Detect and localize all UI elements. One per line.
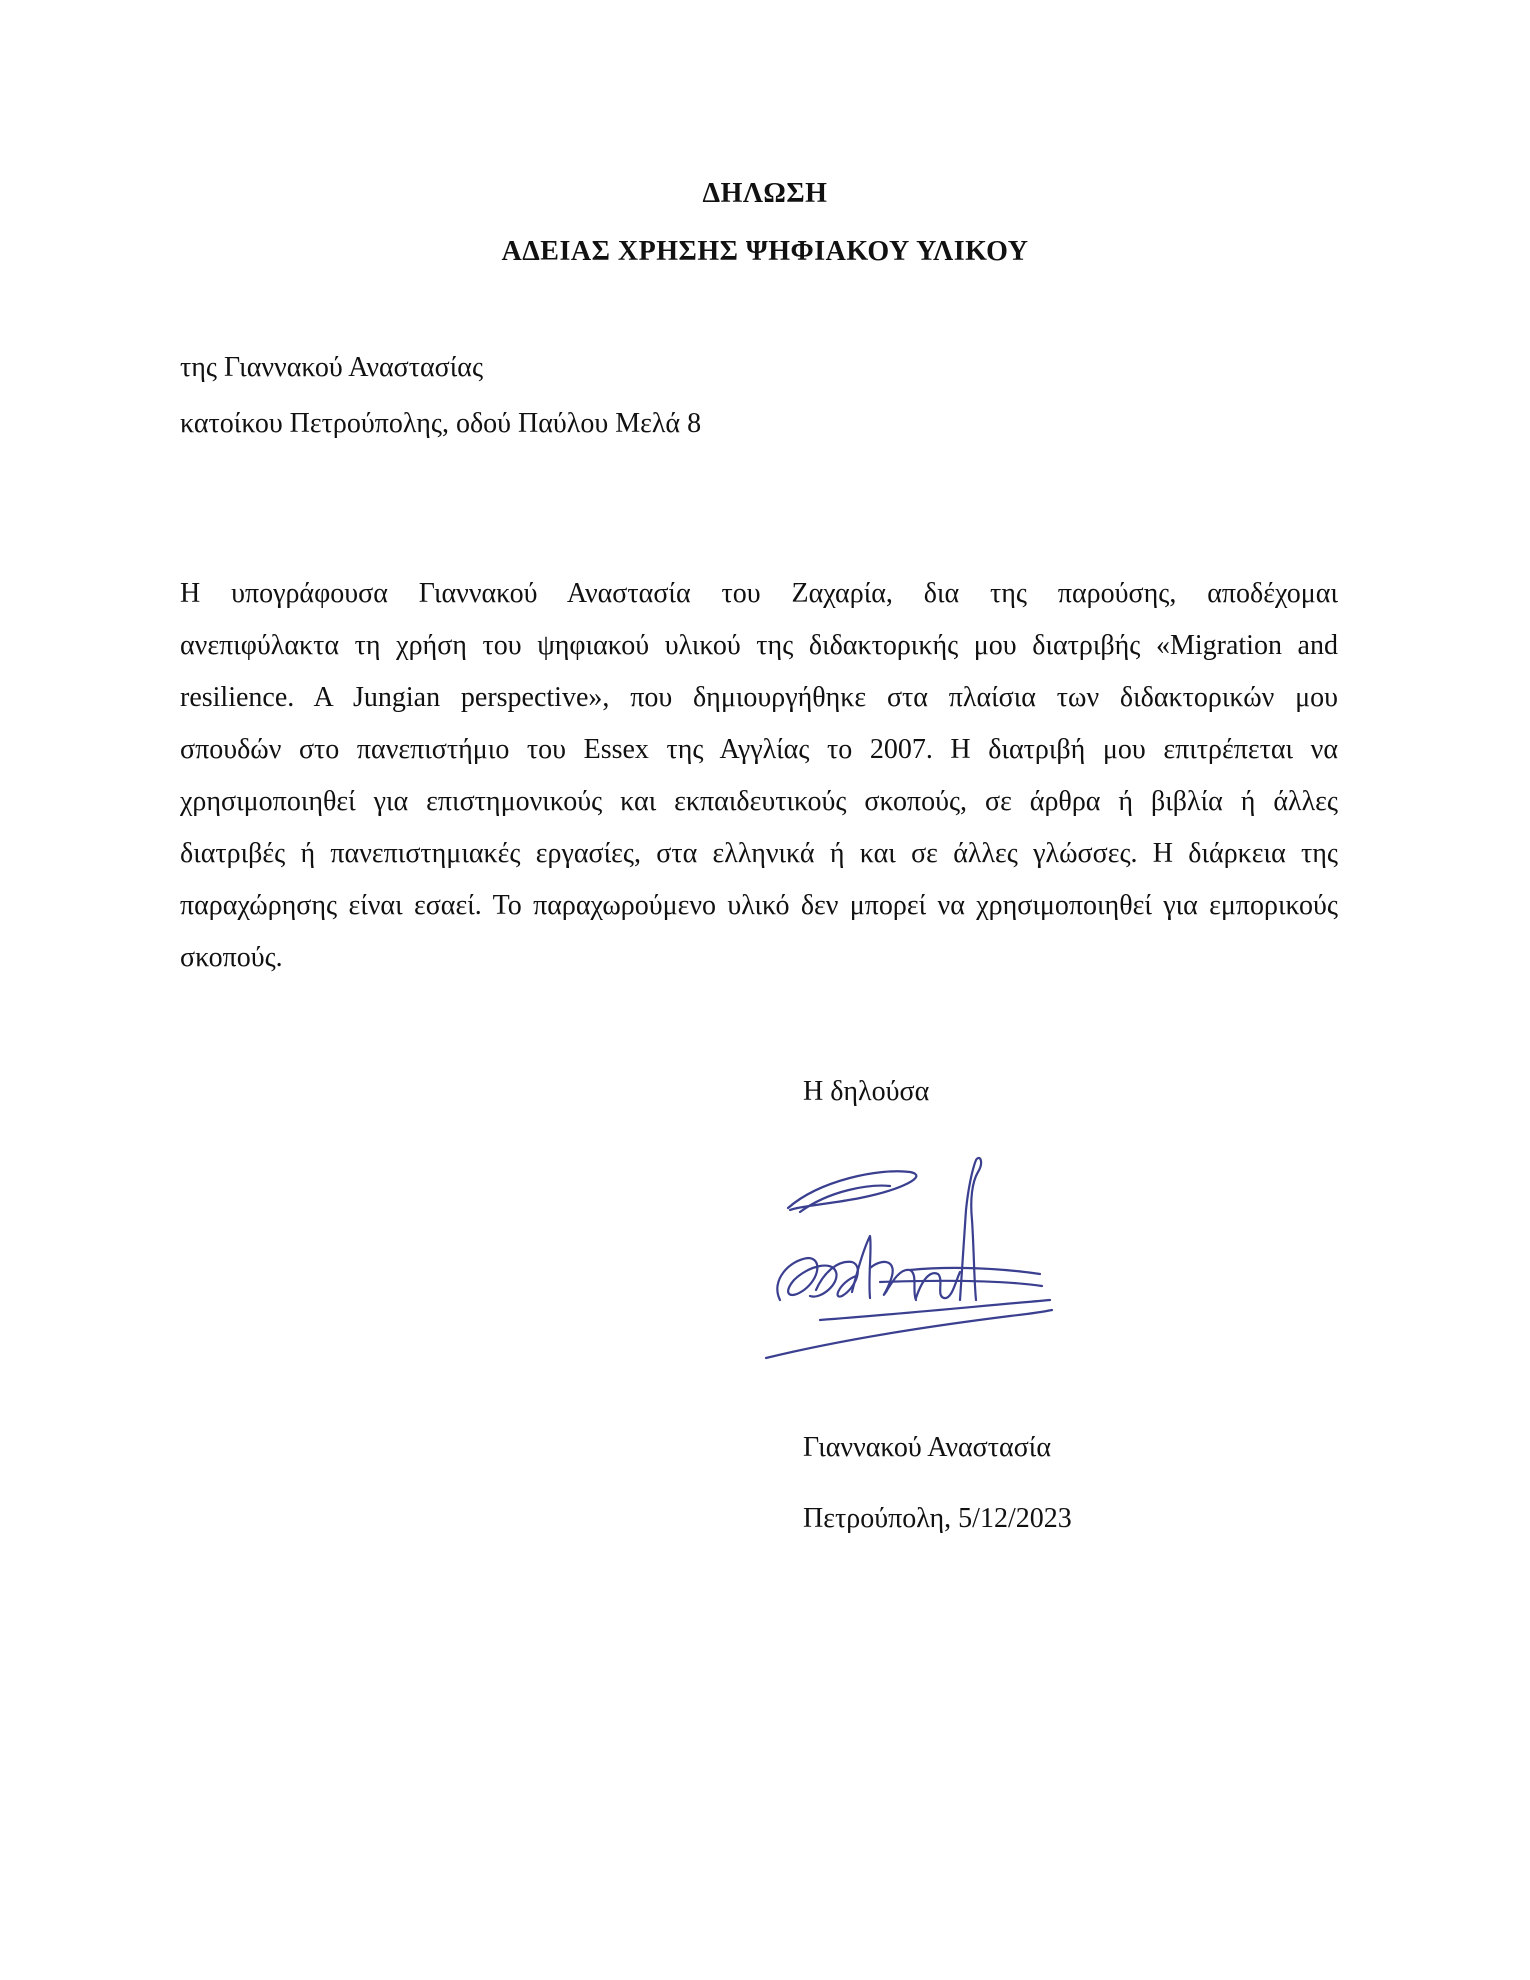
document-subtitle: ΑΔΕΙΑΣ ΧΡΗΣΗΣ ΨΗΦΙΑΚΟΥ ΥΛΙΚΟΥ — [501, 236, 1029, 267]
handwritten-signature — [760, 1150, 1060, 1370]
signatory-name: Γιαννακού Αναστασία — [803, 1432, 1051, 1463]
body-line: ανεπιφύλακτα τη χρήση του ψηφιακού υλικού της διδακτορικής μου διατριβής «Migration and — [180, 630, 1338, 661]
place-and-date: Πετρούπολη, 5/12/2023 — [803, 1503, 1072, 1534]
signature-label: Η δηλούσα — [803, 1076, 930, 1107]
body-line: παραχώρησης είναι εσαεί. Το παραχωρούμενο υλικό δεν μπορεί να χρησιμοποιηθεί για εμπορικούς — [180, 890, 1338, 921]
declarant-address-line: κατοίκου Πετρούπολης, οδού Παύλου Μελά 8 — [180, 408, 702, 439]
body-line: resilience. A Jungian perspective», που δημιουργήθηκε στα πλαίσια των διδακτορικών μου — [180, 682, 1338, 713]
document-title: ΔΗΛΩΣΗ — [702, 178, 828, 209]
body-line: διατριβές ή πανεπιστημιακές εργασίες, στα ελληνικά ή και σε άλλες γλώσσες. Η διάρκεια της — [180, 838, 1338, 869]
body-line: Η υπογράφουσα Γιαννακού Αναστασία του Ζαχαρία, δια της παρούσης, αποδέχομαι — [180, 578, 1338, 609]
body-line: χρησιμοποιηθεί για επιστημονικούς και εκπαιδευτικούς σκοπούς, σε άρθρα ή βιβλία ή άλλες — [180, 786, 1338, 817]
declarant-name-line: της Γιαννακού Αναστασίας — [180, 352, 484, 383]
body-line: σπουδών στο πανεπιστήμιο του Essex της Αγγλίας το 2007. Η διατριβή μου επιτρέπεται να — [180, 734, 1338, 765]
body-line: σκοπούς. — [180, 942, 283, 973]
declaration-body — [180, 568, 1338, 984]
